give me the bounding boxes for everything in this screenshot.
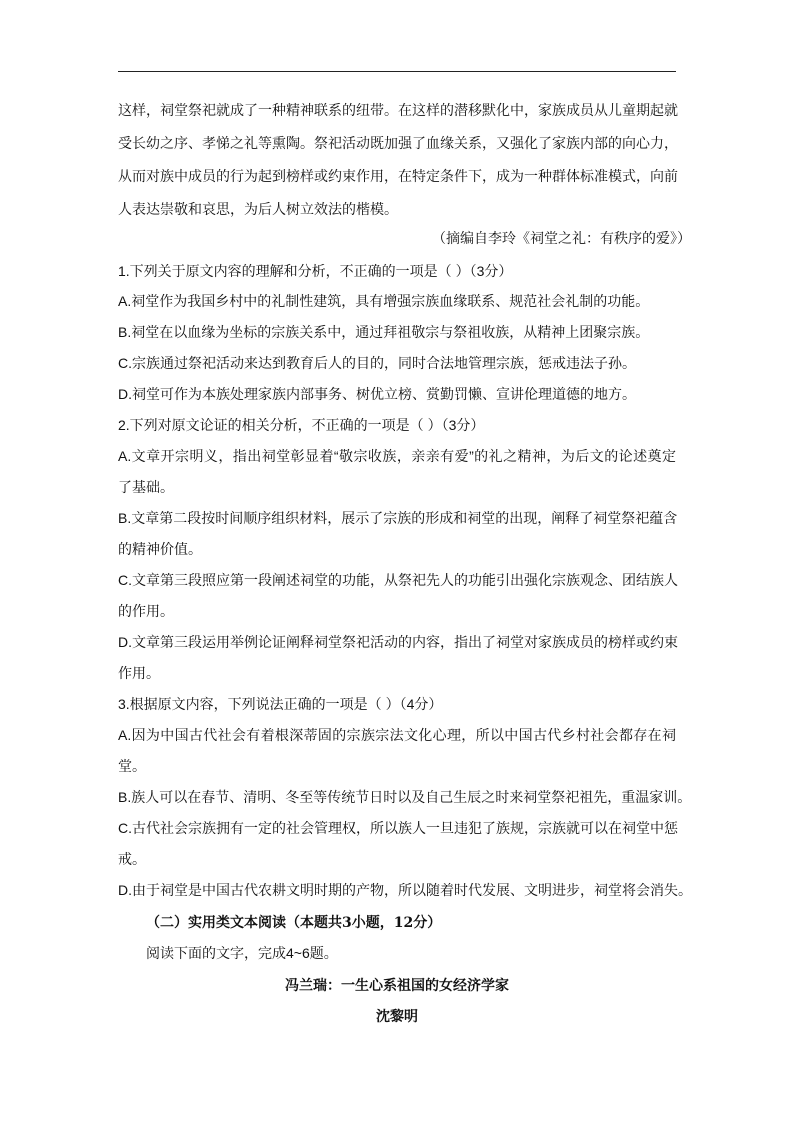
- q2-option-c-line2: 的作用。: [118, 603, 174, 619]
- q2-option-a-line1: A.文章开宗明义，指出祠堂彰显着“敬宗收族，亲亲有爱”的礼之精神，为后文的论述奠定: [118, 448, 676, 464]
- section2-heading: （二）实用类文本阅读（本题共3小题，12分）: [146, 915, 442, 931]
- q1-option-c: C.宗族通过祭祀活动来达到教育后人的目的，同时合法地管理宗族，惩戒违法子孙。: [118, 355, 636, 371]
- passage-line-2: 受长幼之序、孝悌之礼等熏陶。祭祀活动既加强了血缘关系，又强化了家族内部的向心力，: [118, 136, 678, 152]
- q1-option-d: D.祠堂可作为本族处理家族内部事务、树优立榜、赏勤罚懒、宣讲伦理道德的地方。: [118, 386, 636, 402]
- article-author: 沈黎明: [376, 1009, 418, 1025]
- q3-option-c-line2: 戒。: [118, 851, 146, 867]
- q3-option-b: B.族人可以在春节、清明、冬至等传统节日时以及自己生辰之时来祠堂祭祀祖先，重温家训。: [118, 789, 692, 805]
- q2-stem: 2.下列对原文论证的相关分析，不正确的一项是（ ）（3分）: [118, 417, 485, 433]
- passage-line-3: 从而对族中成员的行为起到榜样或约束作用，在特定条件下，成为一种群体标准模式，向前: [118, 169, 678, 185]
- q2-option-c-line1: C.文章第三段照应第一段阐述祠堂的功能，从祭祀先人的功能引出强化宗族观念、团结族人: [118, 572, 678, 588]
- passage-line-4: 人表达崇敬和哀思，为后人树立效法的楷模。: [118, 202, 398, 218]
- q2-option-b-line1: B.文章第二段按时间顺序组织材料，展示了宗族的形成和祠堂的出现，阐释了祠堂祭祀蕴含: [118, 510, 678, 526]
- q2-option-d-line1: D.文章第三段运用举例论证阐释祠堂祭祀活动的内容，指出了祠堂对家族成员的榜样或约束: [118, 634, 678, 650]
- q3-option-d: D.由于祠堂是中国古代农耕文明时期的产物，所以随着时代发展、文明进步，祠堂将会消失。: [118, 882, 692, 898]
- q2-option-d-line2: 作用。: [118, 665, 160, 681]
- q3-option-a-line1: A.因为中国古代社会有着根深蒂固的宗族宗法文化心理，所以中国古代乡村社会都存在祠: [118, 727, 676, 743]
- header-rule: [118, 71, 676, 72]
- section2-instruction: 阅读下面的文字，完成4~6题。: [146, 945, 338, 961]
- q1-option-b: B.祠堂在以血缘为坐标的宗族关系中，通过拜祖敬宗与祭祖收族，从精神上团聚宗族。: [118, 324, 650, 340]
- q1-option-a: A.祠堂作为我国乡村中的礼制性建筑，具有增强宗族血缘联系、规范社会礼制的功能。: [118, 293, 650, 309]
- passage-line-1: 这样，祠堂祭祀就成了一种精神联系的纽带。在这样的潜移默化中，家族成员从儿童期起就: [118, 103, 678, 119]
- q3-option-c-line1: C.古代社会宗族拥有一定的社会管理权，所以族人一旦违犯了族规，宗族就可以在祠堂中惩: [118, 820, 678, 836]
- q1-stem: 1.下列关于原文内容的理解和分析，不正确的一项是（ ）（3分）: [118, 263, 513, 279]
- q2-option-a-line2: 了基础。: [118, 479, 174, 495]
- article-title: 冯兰瑞：一生心系祖国的女经济学家: [285, 978, 509, 994]
- q2-option-b-line2: 的精神价值。: [118, 541, 202, 557]
- q3-stem: 3.根据原文内容，下列说法正确的一项是（ ）（4分）: [118, 696, 443, 712]
- q3-option-a-line2: 堂。: [118, 758, 146, 774]
- passage-source: （摘编自李玲《祠堂之礼：有秩序的爱》）: [432, 231, 691, 247]
